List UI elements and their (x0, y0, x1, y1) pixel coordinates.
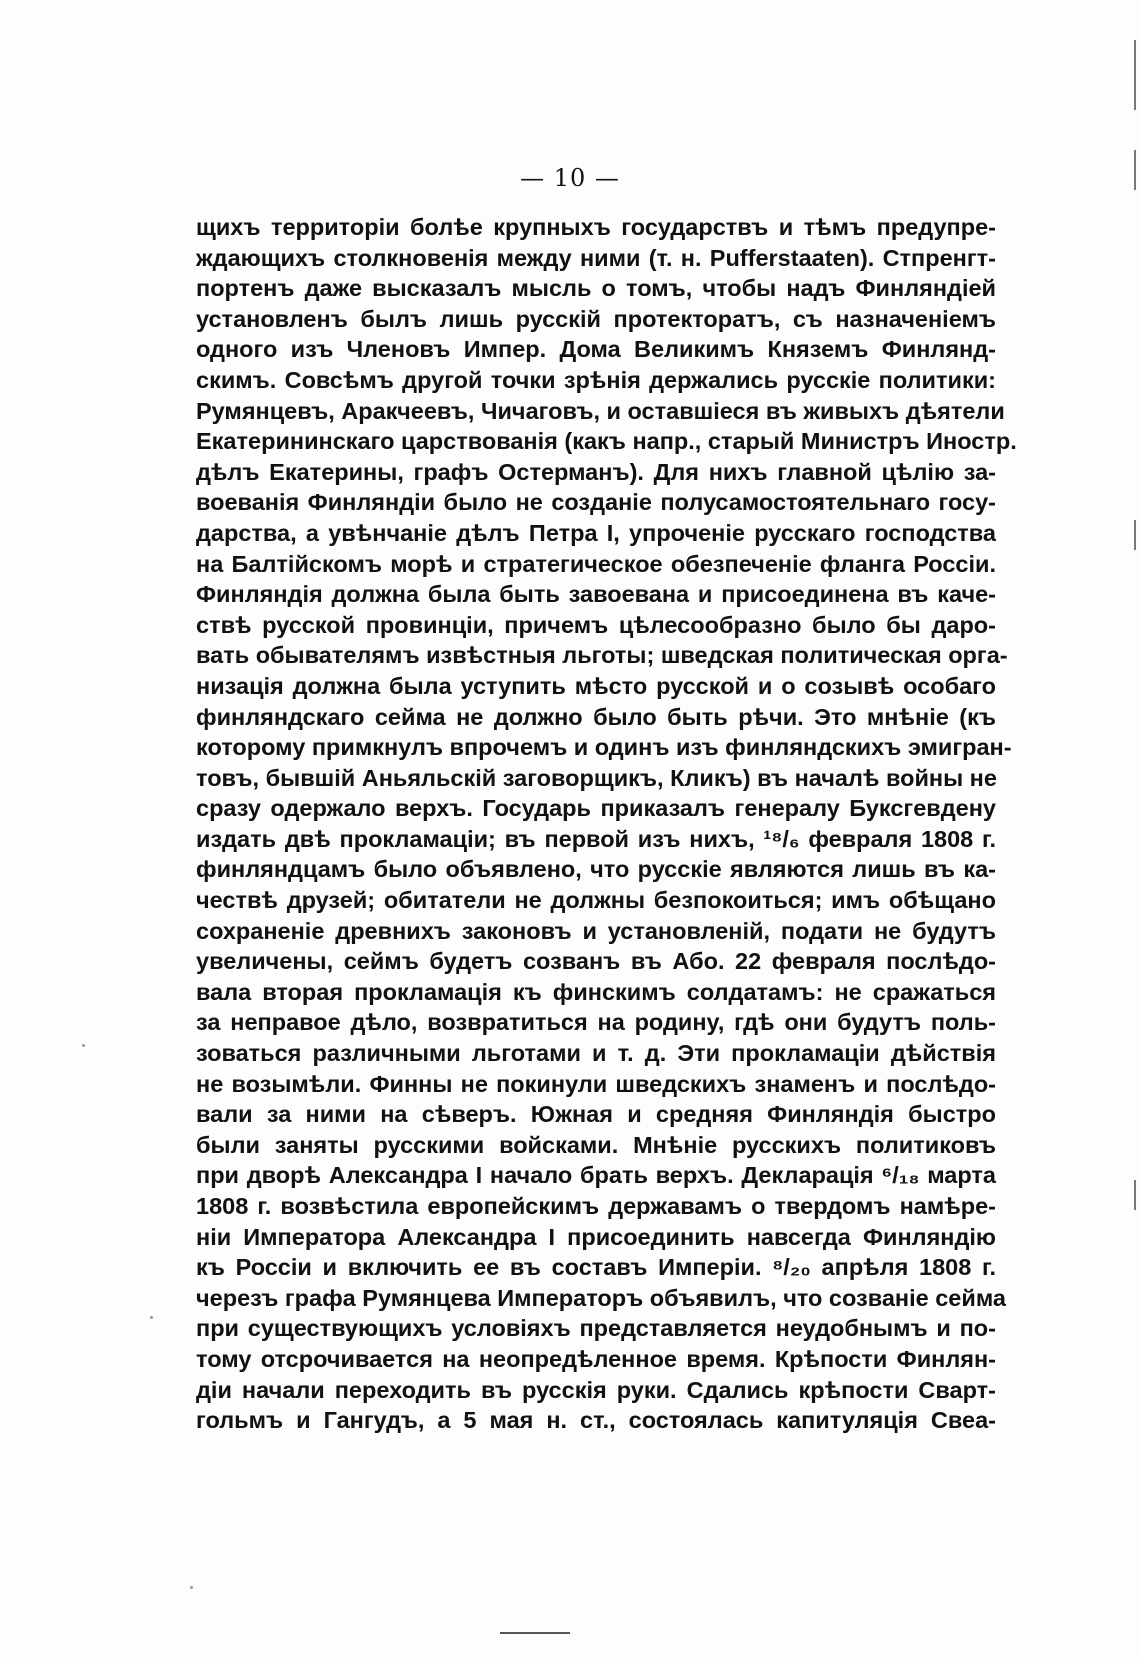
page-number: — 10 — (520, 164, 620, 192)
text-line: ствѣ русской провинціи, причемъ цѣлесообразно было бы даро- (196, 611, 996, 638)
scan-edge-mark (1134, 520, 1136, 550)
body-text (196, 212, 1017, 1436)
text-line: одного изъ Членовъ Импер. Дома Великимъ Княземъ Финлянд- (196, 336, 996, 363)
scan-speck (150, 1316, 153, 1319)
text-line: Екатерининскаго царствованія (какъ напр., старый Министръ Иностр. (196, 428, 1017, 455)
text-line: 1808 г. возвѣстила европейскимъ державамъ о твердомъ намѣре- (196, 1193, 996, 1219)
text-line: ждающихъ столкновенія между ними (т. н. Pufferstaaten). Стпренгт- (196, 244, 996, 271)
text-line: тому отсрочивается на неопредѣленное время. Крѣпости Финлян- (196, 1345, 996, 1372)
text-line: вала вторая прокламація къ финскимъ солдатамъ: не сражаться (196, 978, 996, 1005)
text-line: финляндцамъ было объявлено, что русскіе являются лишь въ ка- (196, 856, 996, 883)
scan-speck (82, 1044, 85, 1047)
text-line: діи начали переходить въ русскія руки. Сдались крѣпости Сварт- (196, 1376, 996, 1403)
text-line: на Балтійскомъ морѣ и стратегическое обезпеченіе фланга Россіи. (196, 550, 996, 577)
text-line: установленъ былъ лишь русскій протекторатъ, съ назначеніемъ (196, 305, 996, 332)
text-line: черезъ графа Румянцева Императоръ объявилъ, что созваніе сейма (196, 1284, 1006, 1311)
text-line: чествѣ друзей; обитатели не должны безпокоиться; имъ обѣщано (196, 887, 996, 914)
text-line: за неправое дѣло, возвратиться на родину, гдѣ они будутъ поль- (196, 1009, 996, 1036)
text-line: увеличены, сеймъ будетъ созванъ въ Або. 22 февраля послѣдо- (196, 948, 996, 975)
scan-edge-mark (1134, 1180, 1136, 1210)
text-line: ніи Императора Александра I присоединить навсегда Финляндію (196, 1223, 996, 1250)
text-line: воеванія Финляндіи было не созданіе полусамостоятельнаго госу- (196, 489, 996, 516)
text-line: сохраненіе древнихъ законовъ и установленій, подати не будутъ (196, 917, 996, 944)
text-line: Румянцевъ, Аракчеевъ, Чичаговъ, и оставшіеся въ живыхъ дѣятели (196, 397, 1005, 424)
text-line: дарства, а увѣнчаніе дѣлъ Петра I, упроченіе русскаго господства (196, 519, 996, 546)
text-line: низація должна была уступить мѣсто русской и о созывѣ особаго (196, 672, 996, 699)
text-line: Финляндія должна была быть завоевана и присоединена въ каче- (196, 581, 996, 608)
scan-speck (190, 1586, 193, 1589)
text-line: вали за ними на сѣверъ. Южная и средняя Финляндія быстро (196, 1101, 996, 1128)
text-line: товъ, бывшій Аньяльскій заговорщикъ, Кликъ) въ началѣ войны не (196, 764, 997, 791)
text-line: при дворѣ Александра I начало брать верхъ. Декларація ⁶/₁₈ марта (196, 1162, 996, 1189)
scan-edge-mark (1134, 150, 1136, 190)
text-line: портенъ даже высказалъ мысль о томъ, чтобы надъ Финляндiей (196, 275, 996, 302)
footer-rule (500, 1632, 570, 1634)
text-line: гольмъ и Гангудъ, а 5 мая н. ст., состоялась капитуляція Свеа- (196, 1407, 996, 1434)
text-line: финляндскаго сейма не должно было быть рѣчи. Это мнѣніе (къ (196, 703, 996, 730)
text-line: зоваться различными льготами и т. д. Эти прокламаціи дѣйствія (196, 1040, 996, 1067)
text-line: издать двѣ прокламаціи; въ первой изъ нихъ, ¹⁸/₆ февраля 1808 г. (196, 825, 996, 852)
text-line: сразу одержало верхъ. Государь приказалъ генералу Буксгевдену (196, 795, 996, 822)
text-line: скимъ. Совсѣмъ другой точки зрѣнія держались русскіе политики: (196, 366, 996, 393)
text-line: которому примкнулъ впрочемъ и одинъ изъ финляндскихъ эмигран- (196, 734, 1012, 761)
scan-edge-mark (1134, 40, 1136, 110)
text-line: не возымѣли. Финны не покинули шведскихъ знаменъ и послѣдо- (196, 1070, 996, 1097)
text-line: къ Россіи и включить ее въ составъ Имперіи. ⁸/₂₀ апрѣля 1808 г. (196, 1254, 996, 1281)
text-line: щихъ территоріи болѣе крупныхъ государствъ и тѣмъ предупре- (196, 214, 996, 240)
text-line: были заняты русскими войсками. Мнѣніе русскихъ политиковъ (196, 1131, 996, 1158)
text-line: вать обывателямъ извѣстныя льготы; шведская политическая орга- (196, 642, 1008, 669)
text-line: при существующихъ условіяхъ представляется неудобнымъ и по- (196, 1315, 996, 1342)
text-line: дѣлъ Екатерины, графъ Остерманъ). Для нихъ главной цѣлію за- (196, 458, 996, 485)
